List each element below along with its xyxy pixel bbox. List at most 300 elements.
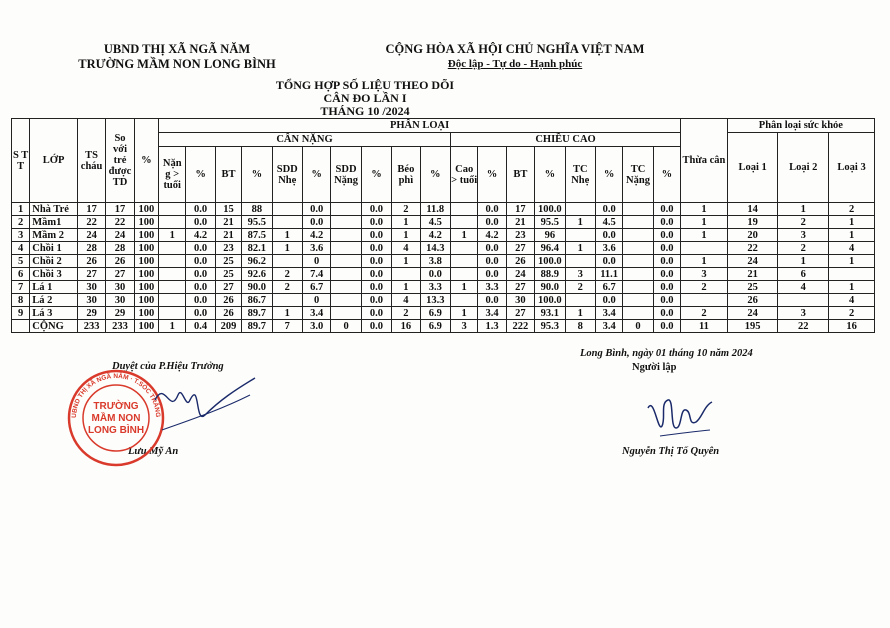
table-row <box>12 255 875 268</box>
col-pct: % <box>361 147 391 203</box>
cell-sv: 29 <box>106 307 134 320</box>
col-pct: % <box>653 147 680 203</box>
cell-cc-tgp: 0.0 <box>653 203 680 216</box>
title-line1: TỔNG HỢP SỐ LIỆU THEO DÕI <box>275 78 455 92</box>
cell-cc-bt: 23 <box>506 229 534 242</box>
cell-lop: Nhà Trẻ <box>30 203 78 216</box>
cell-p: 100 <box>134 255 158 268</box>
cell-cn-bp: 4 <box>392 242 420 255</box>
cell-cn-sg <box>331 203 361 216</box>
cell-cc-ctp: 0.0 <box>478 216 506 229</box>
cell-cc-btp: 90.0 <box>535 281 565 294</box>
cell-cn-bt: 27 <box>215 281 241 294</box>
cell-cc-tnp: 3.6 <box>595 242 622 255</box>
cell-cn-sn <box>272 216 302 229</box>
cell-l2 <box>778 294 829 307</box>
cell-cc-tg <box>623 229 653 242</box>
cell-cc-bt: 27 <box>506 307 534 320</box>
col-bt: BT <box>215 147 241 203</box>
cell-cn-sg <box>331 281 361 294</box>
cell-l3: 16 <box>829 320 875 333</box>
cell-cn-sgp: 0.0 <box>361 281 391 294</box>
col-cao-tuoi: Cao > tuổi <box>450 147 477 203</box>
cell-cn-sgp: 0.0 <box>361 242 391 255</box>
cell-ts: 28 <box>77 242 105 255</box>
cell-sv: 22 <box>106 216 134 229</box>
cell-tc: 11 <box>681 320 728 333</box>
col-sdd-nhe: SDD Nhẹ <box>272 147 302 203</box>
col-tc-nang: TC Nặng <box>623 147 653 203</box>
cell-cn-bpp: 13.3 <box>420 294 450 307</box>
cell-lop: Lá 2 <box>30 294 78 307</box>
cell-cn-bpp: 3.8 <box>420 255 450 268</box>
cell-cn-sn: 2 <box>272 281 302 294</box>
col-loai2: Loại 2 <box>778 133 829 203</box>
cell-cc-tn: 1 <box>565 242 595 255</box>
table-row <box>12 294 875 307</box>
col-pct: % <box>242 147 272 203</box>
cell-cn-nt: 1 <box>159 320 186 333</box>
col-suc-khoe: Phân loại sức khỏe <box>727 119 874 133</box>
cell-cc-ct: 1 <box>450 281 477 294</box>
cell-sv: 26 <box>106 255 134 268</box>
approver-signature <box>150 370 260 440</box>
title-line2: CÂN ĐO LẦN I <box>323 91 407 105</box>
table-row <box>12 216 875 229</box>
cell-cn-bt: 26 <box>215 307 241 320</box>
cell-cn-sgp: 0.0 <box>361 268 391 281</box>
cell-cn-bp: 16 <box>392 320 420 333</box>
cell-cn-btp: 95.5 <box>242 216 272 229</box>
cell-cn-snp: 7.4 <box>302 268 330 281</box>
cell-sv: 28 <box>106 242 134 255</box>
col-lop: LỚP <box>30 119 78 203</box>
cell-cn-bp: 1 <box>392 255 420 268</box>
col-pct: % <box>134 119 158 203</box>
cell-l2: 3 <box>778 229 829 242</box>
cell-cc-btp: 96.4 <box>535 242 565 255</box>
cell-cc-ctp: 0.0 <box>478 203 506 216</box>
agency-line2: TRƯỜNG MẦM NON LONG BÌNH <box>78 57 276 71</box>
cell-cc-ct <box>450 268 477 281</box>
cell-p: 100 <box>134 242 158 255</box>
cell-l3: 1 <box>829 281 875 294</box>
cell-ts: 30 <box>77 294 105 307</box>
cell-cc-tn: 3 <box>565 268 595 281</box>
cell-cn-bpp: 14.3 <box>420 242 450 255</box>
table-body <box>12 203 875 333</box>
cell-sv: 24 <box>106 229 134 242</box>
cell-l2: 2 <box>778 242 829 255</box>
statistics-table <box>11 118 875 333</box>
cell-lop: CỘNG <box>30 320 78 333</box>
col-can-nang: CÂN NẶNG <box>159 133 451 147</box>
cell-l2: 22 <box>778 320 829 333</box>
cell-cc-tgp: 0.0 <box>653 320 680 333</box>
col-pct: % <box>420 147 450 203</box>
cell-cn-snp: 3.4 <box>302 307 330 320</box>
cell-cc-tn <box>565 294 595 307</box>
cell-cn-bt: 21 <box>215 216 241 229</box>
cell-l2: 2 <box>778 216 829 229</box>
cell-cn-bt: 23 <box>215 242 241 255</box>
table-row <box>12 281 875 294</box>
cell-cc-tg <box>623 242 653 255</box>
cell-cc-ct <box>450 242 477 255</box>
cell-cn-nt <box>159 307 186 320</box>
cell-lop: Chồi 3 <box>30 268 78 281</box>
cell-cc-tn: 1 <box>565 216 595 229</box>
cell-tc: 1 <box>681 255 728 268</box>
cell-lop: Mầm1 <box>30 216 78 229</box>
cell-cc-tgp: 0.0 <box>653 268 680 281</box>
cell-cn-sn: 1 <box>272 307 302 320</box>
cell-cn-snp: 0.0 <box>302 203 330 216</box>
cell-tc: 1 <box>681 229 728 242</box>
cell-cn-sg <box>331 307 361 320</box>
cell-cn-nt <box>159 268 186 281</box>
cell-tc: 1 <box>681 216 728 229</box>
cell-l2: 4 <box>778 281 829 294</box>
cell-cc-tn: 1 <box>565 307 595 320</box>
col-pct: % <box>302 147 330 203</box>
cell-cn-ntp: 4.2 <box>186 229 215 242</box>
agency-header <box>62 42 292 72</box>
cell-cc-btp: 100.0 <box>535 203 565 216</box>
col-tc-nhe: TC Nhẹ <box>565 147 595 203</box>
cell-cn-bpp: 0.0 <box>420 268 450 281</box>
cell-lop: Chồi 2 <box>30 255 78 268</box>
cell-l1: 14 <box>727 203 778 216</box>
cell-cc-tn <box>565 203 595 216</box>
cell-l3: 2 <box>829 203 875 216</box>
cell-cc-bt: 17 <box>506 203 534 216</box>
cell-cn-ntp: 0.0 <box>186 255 215 268</box>
col-pct: % <box>595 147 622 203</box>
cell-cc-btp: 96 <box>535 229 565 242</box>
cell-cn-btp: 89.7 <box>242 320 272 333</box>
cell-cn-sn <box>272 255 302 268</box>
cell-ts: 233 <box>77 320 105 333</box>
cell-sv: 30 <box>106 281 134 294</box>
cell-cc-bt: 30 <box>506 294 534 307</box>
svg-text:MẦM NON: MẦM NON <box>91 413 141 424</box>
col-sdd-nang: SDD Nặng <box>331 147 361 203</box>
cell-cc-ctp: 0.0 <box>478 255 506 268</box>
cell-cc-ct <box>450 203 477 216</box>
col-loai1: Loại 1 <box>727 133 778 203</box>
table-row <box>12 229 875 242</box>
cell-cn-ntp: 0.0 <box>186 281 215 294</box>
cell-cc-tgp: 0.0 <box>653 242 680 255</box>
cell-stt: 8 <box>12 294 30 307</box>
cell-cn-sn <box>272 294 302 307</box>
cell-cn-nt: 1 <box>159 229 186 242</box>
cell-cc-tn <box>565 229 595 242</box>
col-stt: S T T <box>12 119 30 203</box>
cell-ts: 30 <box>77 281 105 294</box>
cell-cn-nt <box>159 281 186 294</box>
col-thua-can: Thừa cân <box>681 119 728 203</box>
table-row <box>12 242 875 255</box>
cell-cc-tnp: 0.0 <box>595 294 622 307</box>
cell-cn-sn: 1 <box>272 229 302 242</box>
cell-cc-ct: 1 <box>450 307 477 320</box>
cell-cn-snp: 0.0 <box>302 216 330 229</box>
cell-cn-nt <box>159 216 186 229</box>
cell-cc-ctp: 0.0 <box>478 268 506 281</box>
cell-l2: 3 <box>778 307 829 320</box>
cell-cc-tgp: 0.0 <box>653 216 680 229</box>
cell-l3 <box>829 268 875 281</box>
cell-cn-bpp: 6.9 <box>420 320 450 333</box>
cell-cn-ntp: 0.4 <box>186 320 215 333</box>
cell-cn-btp: 89.7 <box>242 307 272 320</box>
col-loai3: Loại 3 <box>829 133 875 203</box>
cell-cn-bp: 1 <box>392 229 420 242</box>
cell-cn-bpp: 11.8 <box>420 203 450 216</box>
cell-cc-tnp: 0.0 <box>595 203 622 216</box>
cell-l1: 20 <box>727 229 778 242</box>
cell-l3: 4 <box>829 294 875 307</box>
agency-line1: UBND THỊ XÃ NGÃ NĂM <box>103 42 251 56</box>
cell-p: 100 <box>134 268 158 281</box>
cell-stt: 1 <box>12 203 30 216</box>
cell-stt: 3 <box>12 229 30 242</box>
cell-cn-snp: 0 <box>302 294 330 307</box>
cell-cc-bt: 27 <box>506 242 534 255</box>
col-chieu-cao: CHIỀU CAO <box>450 133 680 147</box>
title-line3: THÁNG 10 /2024 <box>320 104 410 118</box>
cell-cn-sg <box>331 242 361 255</box>
cell-cn-sgp: 0.0 <box>361 320 391 333</box>
cell-cc-tg: 0 <box>623 320 653 333</box>
cell-l3: 1 <box>829 216 875 229</box>
col-nang-tuoi: Nặn g > tuổi <box>159 147 186 203</box>
cell-l2: 6 <box>778 268 829 281</box>
cell-p: 100 <box>134 281 158 294</box>
cell-l1: 22 <box>727 242 778 255</box>
cell-cn-sn: 2 <box>272 268 302 281</box>
cell-cn-bt: 15 <box>215 203 241 216</box>
cell-l3: 1 <box>829 255 875 268</box>
cell-cn-ntp: 0.0 <box>186 294 215 307</box>
cell-cn-bpp: 3.3 <box>420 281 450 294</box>
cell-cc-tn <box>565 255 595 268</box>
cell-cn-btp: 96.2 <box>242 255 272 268</box>
col-pct: % <box>535 147 565 203</box>
cell-cn-btp: 88 <box>242 203 272 216</box>
cell-cc-btp: 88.9 <box>535 268 565 281</box>
cell-cc-tnp: 11.1 <box>595 268 622 281</box>
cell-p: 100 <box>134 294 158 307</box>
cell-cc-tg <box>623 294 653 307</box>
cell-cc-tg <box>623 203 653 216</box>
cell-p: 100 <box>134 307 158 320</box>
cell-cc-tgp: 0.0 <box>653 307 680 320</box>
cell-cc-bt: 27 <box>506 281 534 294</box>
cell-tc: 2 <box>681 307 728 320</box>
cell-p: 100 <box>134 216 158 229</box>
cell-tc <box>681 294 728 307</box>
cell-cn-snp: 6.7 <box>302 281 330 294</box>
cell-cn-nt <box>159 255 186 268</box>
cell-cn-bp: 2 <box>392 307 420 320</box>
cell-cc-ct: 3 <box>450 320 477 333</box>
col-bt: BT <box>506 147 534 203</box>
col-beo-phi: Béo phì <box>392 147 420 203</box>
cell-l1: 24 <box>727 307 778 320</box>
cell-cn-btp: 90.0 <box>242 281 272 294</box>
cell-ts: 29 <box>77 307 105 320</box>
col-pct: % <box>478 147 506 203</box>
cell-cn-ntp: 0.0 <box>186 268 215 281</box>
maker-role: Người lập <box>632 362 677 373</box>
cell-cn-bpp: 6.9 <box>420 307 450 320</box>
cell-cc-ct <box>450 255 477 268</box>
cell-cc-btp: 100.0 <box>535 255 565 268</box>
cell-l1: 24 <box>727 255 778 268</box>
cell-cc-tn: 2 <box>565 281 595 294</box>
col-pct: % <box>186 147 215 203</box>
cell-cn-sg <box>331 294 361 307</box>
cell-sv: 233 <box>106 320 134 333</box>
cell-lop: Chồi 1 <box>30 242 78 255</box>
cell-l3: 4 <box>829 242 875 255</box>
cell-cn-btp: 87.5 <box>242 229 272 242</box>
cell-cc-tnp: 6.7 <box>595 281 622 294</box>
cell-cn-bp: 4 <box>392 294 420 307</box>
cell-l1: 21 <box>727 268 778 281</box>
cell-cn-bt: 21 <box>215 229 241 242</box>
cell-cn-bpp: 4.5 <box>420 216 450 229</box>
cell-cn-bp <box>392 268 420 281</box>
table-row <box>12 307 875 320</box>
doc-title <box>250 79 480 118</box>
cell-cn-nt <box>159 203 186 216</box>
cell-stt <box>12 320 30 333</box>
approver-name: Lưu Mỹ An <box>128 446 179 457</box>
cell-cn-sn: 7 <box>272 320 302 333</box>
cell-cc-tnp: 0.0 <box>595 229 622 242</box>
national-line1: CỘNG HÒA XÃ HỘI CHỦ NGHĨA VIỆT NAM <box>385 42 645 56</box>
cell-cc-tgp: 0.0 <box>653 281 680 294</box>
cell-cc-ct <box>450 216 477 229</box>
cell-tc: 1 <box>681 203 728 216</box>
cell-cc-tgp: 0.0 <box>653 294 680 307</box>
cell-cc-bt: 222 <box>506 320 534 333</box>
cell-l1: 195 <box>727 320 778 333</box>
cell-sv: 27 <box>106 268 134 281</box>
cell-cn-btp: 82.1 <box>242 242 272 255</box>
cell-cc-tg <box>623 281 653 294</box>
maker-name: Nguyễn Thị Tố Quyên <box>622 446 720 457</box>
cell-stt: 6 <box>12 268 30 281</box>
svg-text:UBND THỊ XÃ NGÃ NĂM · T.SÓC TR: UBND THỊ XÃ NGÃ NĂM · T.SÓC TRĂNG <box>70 372 162 419</box>
cell-cc-tn: 8 <box>565 320 595 333</box>
table-row <box>12 320 875 333</box>
cell-cn-sg <box>331 229 361 242</box>
date-line: Long Bình, ngày 01 tháng 10 năm 2024 <box>580 348 753 359</box>
cell-cc-tnp: 4.5 <box>595 216 622 229</box>
cell-p: 100 <box>134 203 158 216</box>
cell-cn-bt: 25 <box>215 255 241 268</box>
cell-cn-sg <box>331 268 361 281</box>
cell-cn-sg: 0 <box>331 320 361 333</box>
cell-lop: Mầm 2 <box>30 229 78 242</box>
cell-l1: 25 <box>727 281 778 294</box>
col-phan-loai: PHÂN LOẠI <box>159 119 681 133</box>
cell-cn-sgp: 0.0 <box>361 255 391 268</box>
col-ts: TS cháu <box>77 119 105 203</box>
cell-cn-sgp: 0.0 <box>361 216 391 229</box>
cell-cn-ntp: 0.0 <box>186 307 215 320</box>
cell-cc-tg <box>623 268 653 281</box>
svg-text:TRƯỜNG: TRƯỜNG <box>93 401 139 412</box>
cell-tc <box>681 242 728 255</box>
cell-cc-ct <box>450 294 477 307</box>
cell-tc: 2 <box>681 281 728 294</box>
cell-ts: 26 <box>77 255 105 268</box>
cell-sv: 30 <box>106 294 134 307</box>
cell-cn-ntp: 0.0 <box>186 203 215 216</box>
cell-ts: 17 <box>77 203 105 216</box>
cell-cc-ctp: 0.0 <box>478 294 506 307</box>
cell-cn-bt: 209 <box>215 320 241 333</box>
cell-cc-ctp: 1.3 <box>478 320 506 333</box>
cell-cc-ct: 1 <box>450 229 477 242</box>
cell-cn-snp: 3.6 <box>302 242 330 255</box>
cell-cc-tg <box>623 255 653 268</box>
cell-cc-bt: 21 <box>506 216 534 229</box>
cell-l3: 1 <box>829 229 875 242</box>
cell-cn-bpp: 4.2 <box>420 229 450 242</box>
cell-cn-bp: 2 <box>392 203 420 216</box>
cell-cn-btp: 92.6 <box>242 268 272 281</box>
cell-p: 100 <box>134 320 158 333</box>
cell-cc-btp: 100.0 <box>535 294 565 307</box>
cell-stt: 7 <box>12 281 30 294</box>
cell-cn-bt: 26 <box>215 294 241 307</box>
cell-cc-tnp: 0.0 <box>595 255 622 268</box>
cell-ts: 24 <box>77 229 105 242</box>
cell-cn-bp: 1 <box>392 216 420 229</box>
cell-lop: Lá 1 <box>30 281 78 294</box>
cell-cn-sgp: 0.0 <box>361 294 391 307</box>
cell-stt: 4 <box>12 242 30 255</box>
cell-l3: 2 <box>829 307 875 320</box>
cell-cc-ctp: 3.4 <box>478 307 506 320</box>
cell-stt: 2 <box>12 216 30 229</box>
cell-cc-tnp: 3.4 <box>595 307 622 320</box>
approval-label: Duyệt của P.Hiệu Trưởng <box>112 361 224 372</box>
cell-cn-sn: 1 <box>272 242 302 255</box>
cell-cn-sgp: 0.0 <box>361 203 391 216</box>
cell-cn-btp: 86.7 <box>242 294 272 307</box>
cell-cc-btp: 95.3 <box>535 320 565 333</box>
cell-cc-ctp: 3.3 <box>478 281 506 294</box>
cell-cn-sgp: 0.0 <box>361 229 391 242</box>
cell-cn-ntp: 0.0 <box>186 242 215 255</box>
cell-cn-bt: 25 <box>215 268 241 281</box>
cell-l1: 19 <box>727 216 778 229</box>
cell-cn-sn <box>272 203 302 216</box>
cell-stt: 9 <box>12 307 30 320</box>
table-row <box>12 268 875 281</box>
cell-l2: 1 <box>778 255 829 268</box>
cell-l1: 26 <box>727 294 778 307</box>
cell-p: 100 <box>134 229 158 242</box>
